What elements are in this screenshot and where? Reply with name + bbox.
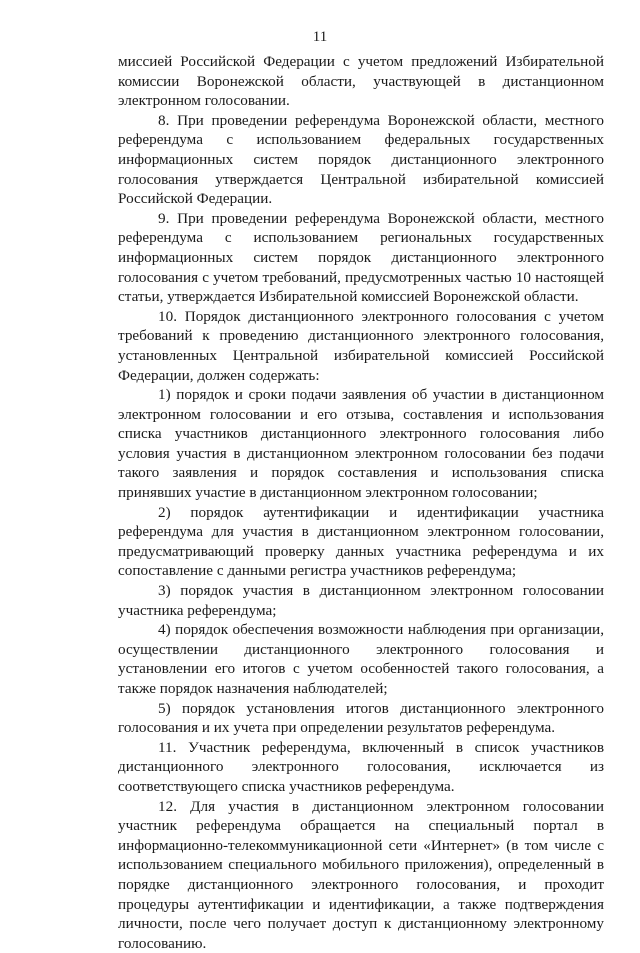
page-number: 11 — [312, 29, 328, 45]
list-item-3: 3) порядок участия в дистанционном электронном голосовании участника референдума; — [118, 582, 604, 619]
list-item-1: 1) порядок и сроки подачи заявления об участии в дистанционном электронном голосовании и его отзыва, составления и использования списка участников дистанционного электронного голосования либо условия участия в дистанционном электронном голосовании без подачи такого заявления и порядок составления и использования списка принявших участие в дистанционном электронном голосовании; — [118, 386, 604, 502]
paragraph-8: 8. При проведении референдума Воронежской области, местного референдума с использованием федеральных государственных информационных систем порядок дистанционного электронного голосования утверждается Центральной избирательной комиссией Российской Федерации. — [118, 111, 604, 208]
paragraph-10: 10. Порядок дистанционного электронного голосования с учетом требований к проведению дистанционного электронного голосования, установленных Центральной избирательной комиссией Российской Федерации, должен содержать: — [118, 307, 604, 384]
paragraph-11: 11. Участник референдума, включенный в список участников дистанционного электронного голосования, исключается из соответствующего списка участников референдума. — [118, 738, 604, 795]
document-body — [118, 52, 604, 953]
list-item-4: 4) порядок обеспечения возможности наблюдения при организации, осуществлении дистанционного электронного голосования и установлении его итогов с учетом особенностей такого голосования, а также порядок назначения наблюдателей; — [118, 621, 604, 697]
list-item-5: 5) порядок установления итогов дистанционного электронного голосования и их учета при определении результатов референдума. — [118, 699, 604, 737]
paragraph-12: 12. Для участия в дистанционном электронном голосовании участник референдума обращается на специальный портал в информационно-телекоммуникационной сети «Интернет» (в том числе с использованием специального мобильного приложения), определенный в порядке дистанционного электронного голосования, и проходит процедуры аутентификации и идентификации, а также подтверждения личности, после чего получает доступ к дистанционному электронному голосованию. — [118, 797, 604, 952]
paragraph-9: 9. При проведении референдума Воронежской области, местного референдума с использованием региональных государственных информационных систем порядок дистанционного электронного голосования с учетом требований, предусмотренных частью 10 настоящей статьи, утверждается Избирательной комиссией Воронежской области. — [118, 209, 604, 306]
list-item-2: 2) порядок аутентификации и идентификации участника референдума для участия в дистанционном электронном голосовании, предусматривающий проверку данных участника референдума и их сопоставление с данными регистра участников референдума; — [118, 503, 604, 580]
paragraph-continuation: миссией Российской Федерации с учетом предложений Избирательной комиссии Воронежской области, участвующей в дистанционном электронном голосовании. — [118, 53, 604, 110]
